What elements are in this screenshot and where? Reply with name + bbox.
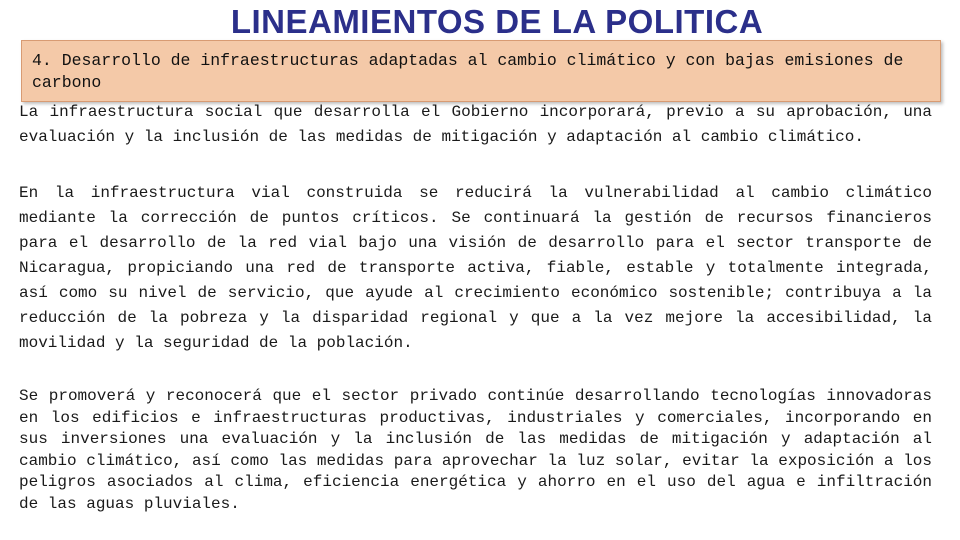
- slide-title: LINEAMIENTOS DE LA POLITICA: [230, 3, 764, 40]
- paragraph-private-sector: Se promoverá y reconocerá que el sector privado continúe desarrollando tecnologías innovadoras en los edificios e infraestructuras productivas, industriales y comerciales, incorporando en sus inversiones una evaluación y la inclusión de las medidas de mitigación y adaptación al cambio climático, así como las medidas para aprovechar la luz solar, evitar la exposición a los peligros asociados al clima, eficiencia energética y ahorro en el uso del agua e infiltración de las aguas pluviales.: [19, 387, 932, 513]
- section-subtitle: 4. Desarrollo de infraestructuras adaptadas al cambio climático y con bajas emisiones de carbono: [21, 40, 941, 102]
- paragraph-social-infrastructure: La infraestructura social que desarrolla el Gobierno incorporará, previo a su aprobación, una evaluación y la inclusión de las medidas de mitigación y adaptación al cambio climático.: [19, 103, 932, 146]
- paragraph-road-infrastructure: En la infraestructura vial construida se reducirá la vulnerabilidad al cambio climático mediante la corrección de puntos críticos. Se continuará la gestión de recursos financieros para el desarrollo de la red vial bajo una visión de desarrollo para el sector transporte de Nicaragua, propiciando una red de transporte activa, fiable, estable y totalmente integrada, así como su nivel de servicio, que ayude al crecimiento económico sostenible; contribuya a la reducción de la pobreza y la disparidad regional y que a la vez mejore la accesibilidad, la movilidad y la seguridad de la población.: [19, 184, 932, 352]
